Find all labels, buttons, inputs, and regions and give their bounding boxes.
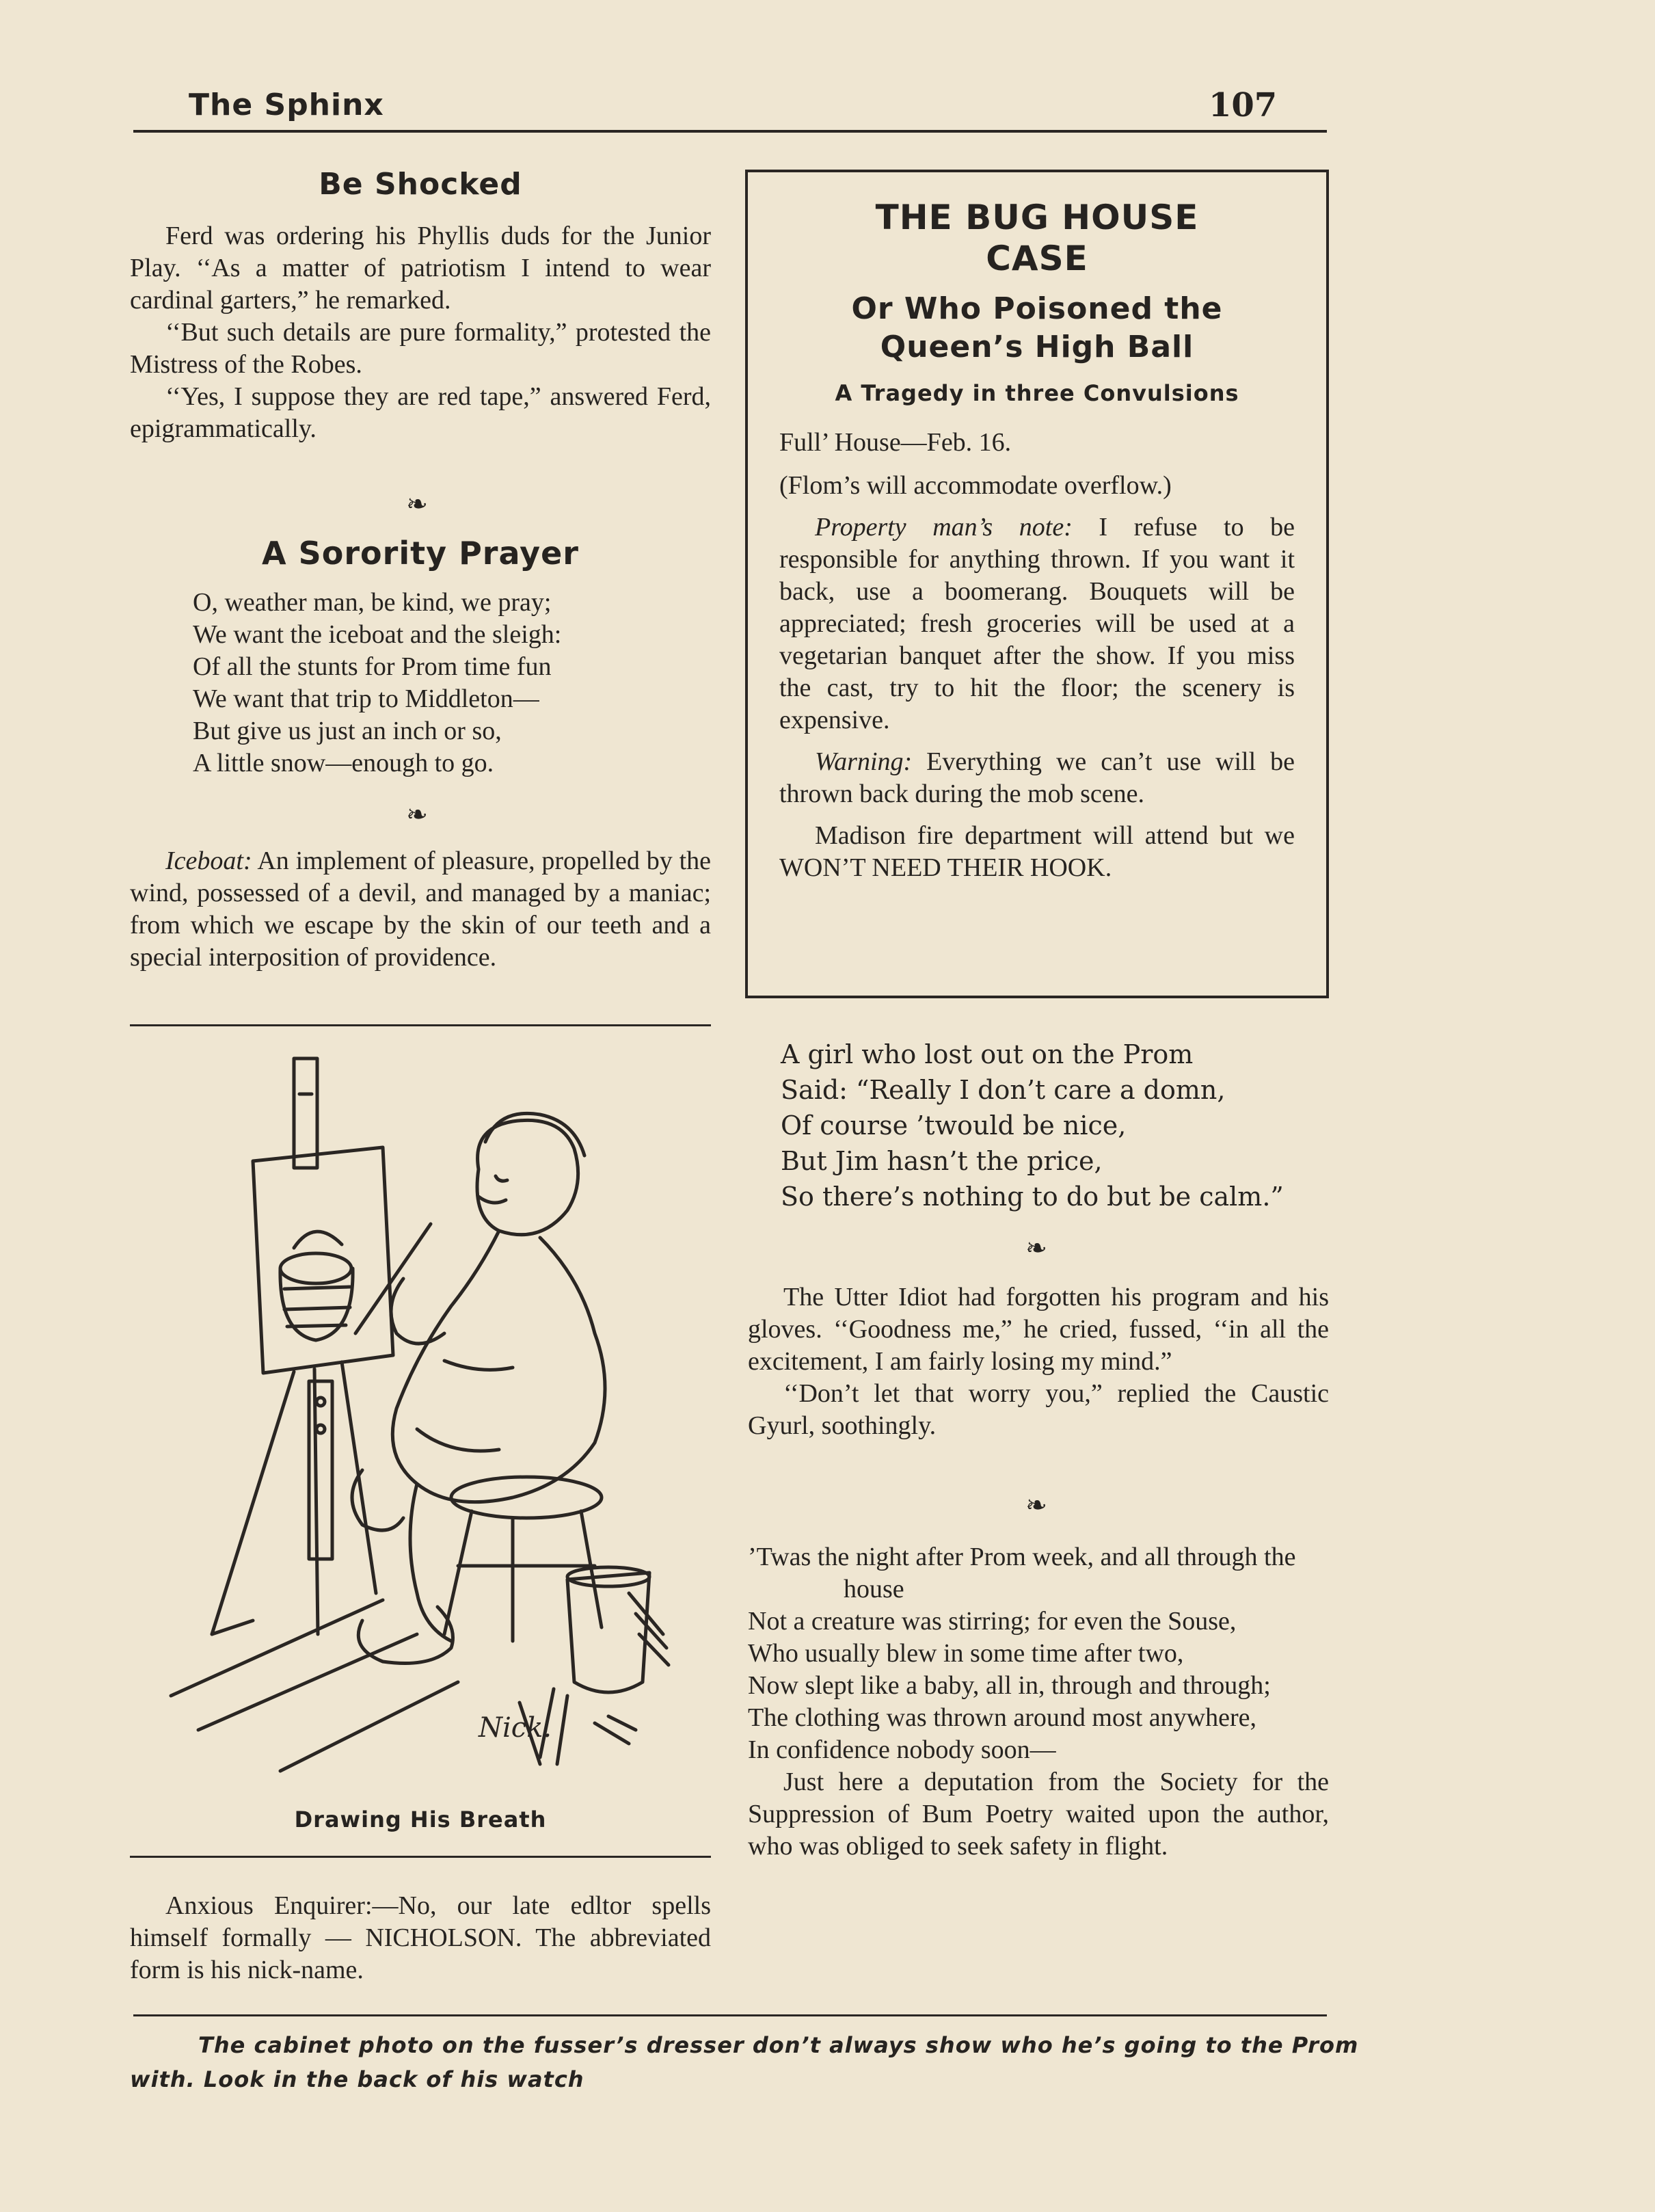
poem-line: Said: “Really I don’t care a domn,	[781, 1075, 1226, 1105]
sorority-prayer-title: A Sorority Prayer	[262, 535, 579, 572]
poem-line: A girl who lost out on the Prom	[781, 1039, 1194, 1069]
prom-limerick	[781, 1037, 1314, 1214]
bug-house-tagline: A Tragedy in three Convulsions	[835, 380, 1239, 406]
be-shocked-paragraph: ‘‘Yes, I suppose they are red tape,” answered Ferd, epigrammatically.	[130, 382, 711, 443]
poem-line: We want that trip to Middleton—	[193, 684, 539, 713]
ornament-leaf-icon: ❧	[1025, 1491, 1047, 1520]
bug-house-title: THE BUG HOUSE CASE	[875, 198, 1199, 278]
ornament-leaf-icon: ❧	[1025, 1234, 1047, 1263]
poem-line: But give us just an inch or so,	[193, 717, 502, 745]
iceboat-definition	[130, 845, 711, 974]
ornament-leaf-icon: ❧	[406, 490, 428, 519]
be-shocked-body	[130, 220, 711, 445]
bug-house-subtitle: Or Who Poisoned the Queen’s High Ball	[851, 291, 1223, 364]
drawing-his-breath-illustration	[157, 1046, 684, 1798]
poem-line: Of course ’twould be nice,	[781, 1110, 1127, 1141]
twas-poem: ’Twas the night after Prom week, and all through the house Not a creature was stirring; for even the Souse, Who usually blew in some time after two, Now slept like a baby, all in, through and through; The clothing was thrown around most anywhere, In confidence nobody soon— Just here a deputation from the Society for the Suppression of Bum Poetry waited upon the author, who was obliged to seek safety in flight.	[748, 1543, 1329, 1861]
artist-signature: Nick.	[479, 1712, 552, 1744]
sorority-prayer-poem	[193, 587, 712, 779]
poem-line: So there’s nothing to do but be calm.”	[781, 1182, 1284, 1212]
be-shocked-title: Be Shocked	[319, 167, 522, 202]
bug-house-body	[779, 427, 1295, 884]
utter-idiot: The Utter Idiot had forgotten his program and his gloves. ‘‘Goodness me,” he cried, fussed, ‘‘in all the excitement, I am fairly losing my mind.” ‘‘Don’t let that worry you,” replied the Caustic Gyurl, soothingly.	[748, 1283, 1329, 1440]
poem-line: We want the iceboat and the sleigh:	[193, 620, 562, 649]
left-divider	[130, 1024, 711, 1026]
anxious-enquirer: Anxious Enquirer:—No, our late edltor spells himself formally — NICHOLSON. The abbreviated form is his nick-name.	[130, 1891, 711, 1984]
page-number: 107	[1209, 86, 1278, 124]
footer-note: The cabinet photo on the fusser’s dresser don’t always show who he’s going to the Prom with. Look in the back of his watch	[130, 2032, 1359, 2092]
running-title: The Sphinx	[189, 88, 384, 122]
property-note: Property man’s note: I refuse to be responsible for anything thrown. If you want it back, use a boomerang. Bouquets will be appreciated; fresh groceries will be used at a vegetarian banquet after the show. If you miss the cast, try to hit the floor; the scenery is expensive.	[779, 513, 1295, 734]
ornament-leaf-icon: ❧	[406, 801, 428, 829]
left-divider	[130, 1856, 711, 1858]
iceboat-text: An implement of pleasure, propelled by the wind, possessed of a devil, and managed by a maniac; from which we escape by the skin of our teeth and a special interposition of providence.	[130, 847, 711, 972]
poem-line: A little snow—enough to go.	[193, 749, 494, 777]
poem-line: But Jim hasn’t the price,	[781, 1146, 1103, 1176]
iceboat-term: Iceboat:	[165, 847, 252, 875]
poem-line: O, weather man, be kind, we pray;	[193, 588, 552, 617]
be-shocked-paragraph: ‘‘But such details are pure formality,” protested the Mistress of the Robes.	[130, 318, 711, 379]
poem-line: Of all the stunts for Prom time fun	[193, 652, 552, 681]
footer-rule	[133, 2014, 1327, 2016]
header-rule	[133, 130, 1327, 133]
flom-line: (Flom’s will accommodate overflow.)	[779, 471, 1172, 500]
illustration-caption: Drawing His Breath	[294, 1807, 547, 1833]
madison-note: Madison fire department will attend but we WON’T NEED THEIR HOOK.	[779, 821, 1295, 882]
warning-note: Warning: Everything we can’t use will be thrown back during the mob scene.	[779, 747, 1295, 808]
be-shocked-paragraph: Ferd was ordering his Phyllis duds for the Junior Play. ‘‘As a matter of patriotism I intend to wear cardinal garters,” he remarked.	[130, 222, 711, 315]
full-house-line: Full’ House—Feb. 16.	[779, 428, 1012, 457]
